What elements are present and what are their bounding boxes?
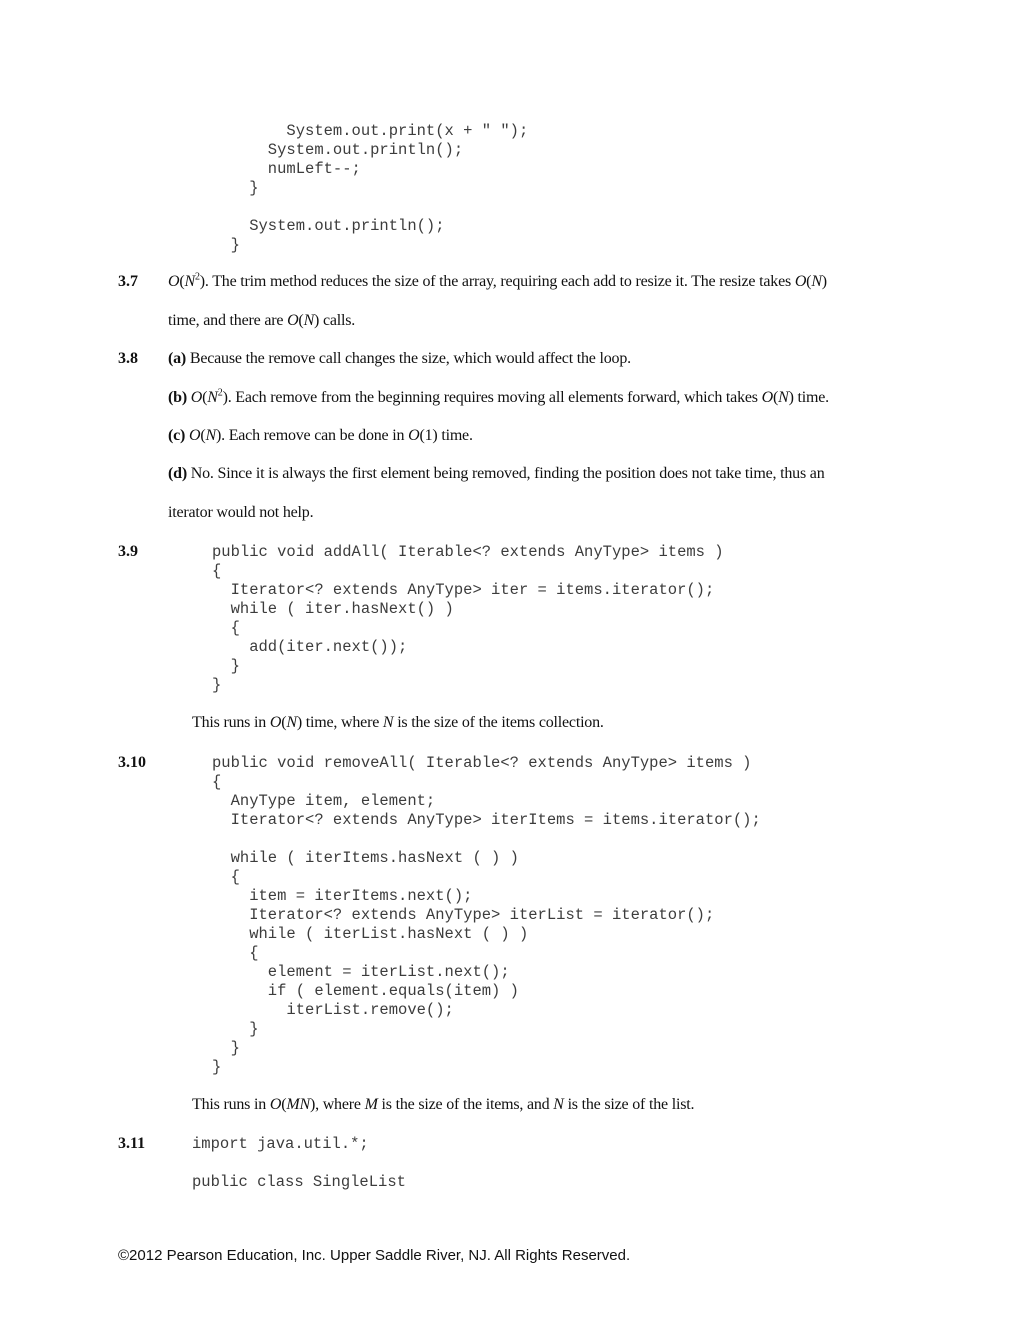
code-block-removeall: public void removeAll( Iterable<? extends AnyType> items ) { AnyType item, element; Iterator<? extends AnyType> iterItems = items.iterator(); while ( iterItems.hasNext ( ) ) { item = iterItems.next(); Iterator<? extends AnyType> iterList = iterator(); while ( iterList.hasNext ( ) ) { element = iterList.next(); if ( element.equals(item) ) iterList.remove(); } } } — [212, 754, 761, 1076]
code-block-continuation: System.out.print(x + " "); System.out.println(); numLeft--; } System.out.println(); } — [230, 122, 529, 254]
question-number: 3.10 — [118, 754, 146, 771]
question-number: 3.9 — [118, 543, 138, 560]
complexity-note: This runs in O(MN), where M is the size of the items, and N is the size of the list. — [192, 1096, 695, 1113]
answer-part-b: (b) $O(N^2)$. Each remove from the beginning requires moving all elements forward, which takes O(N) time. — [168, 387, 829, 406]
answer-text: $O(N^2)$. The trim method reduces the size of the array, requiring each add to resize it. The resize takes O(N) — [168, 271, 827, 290]
question-number: 3.7 — [118, 273, 138, 290]
answer-part-a: (a) Because the remove call changes the size, which would affect the loop. — [168, 350, 631, 367]
answer-part-d-cont: iterator would not help. — [168, 504, 314, 521]
answer-part-c: (c) O(N). Each remove can be done in O(1) time. — [168, 427, 473, 444]
code-block-singlelist: import java.util.*; public class SingleList — [192, 1135, 406, 1191]
answer-text: time, and there are O(N) calls. — [168, 312, 356, 329]
answer-part-d: (d) No. Since it is always the first element being removed, finding the position does not take time, thus an — [168, 465, 825, 482]
copyright-footer: ©2012 Pearson Education, Inc. Upper Saddle River, NJ. All Rights Reserved. — [118, 1247, 631, 1264]
complexity-note: This runs in O(N) time, where N is the size of the items collection. — [192, 714, 604, 731]
question-number: 3.8 — [118, 350, 138, 367]
code-block-addall: public void addAll( Iterable<? extends AnyType> items ) { Iterator<? extends AnyType> iter = items.iterator(); while ( iter.hasNext() ) { add(iter.next()); } } — [212, 543, 724, 694]
question-number: 3.11 — [118, 1135, 146, 1152]
